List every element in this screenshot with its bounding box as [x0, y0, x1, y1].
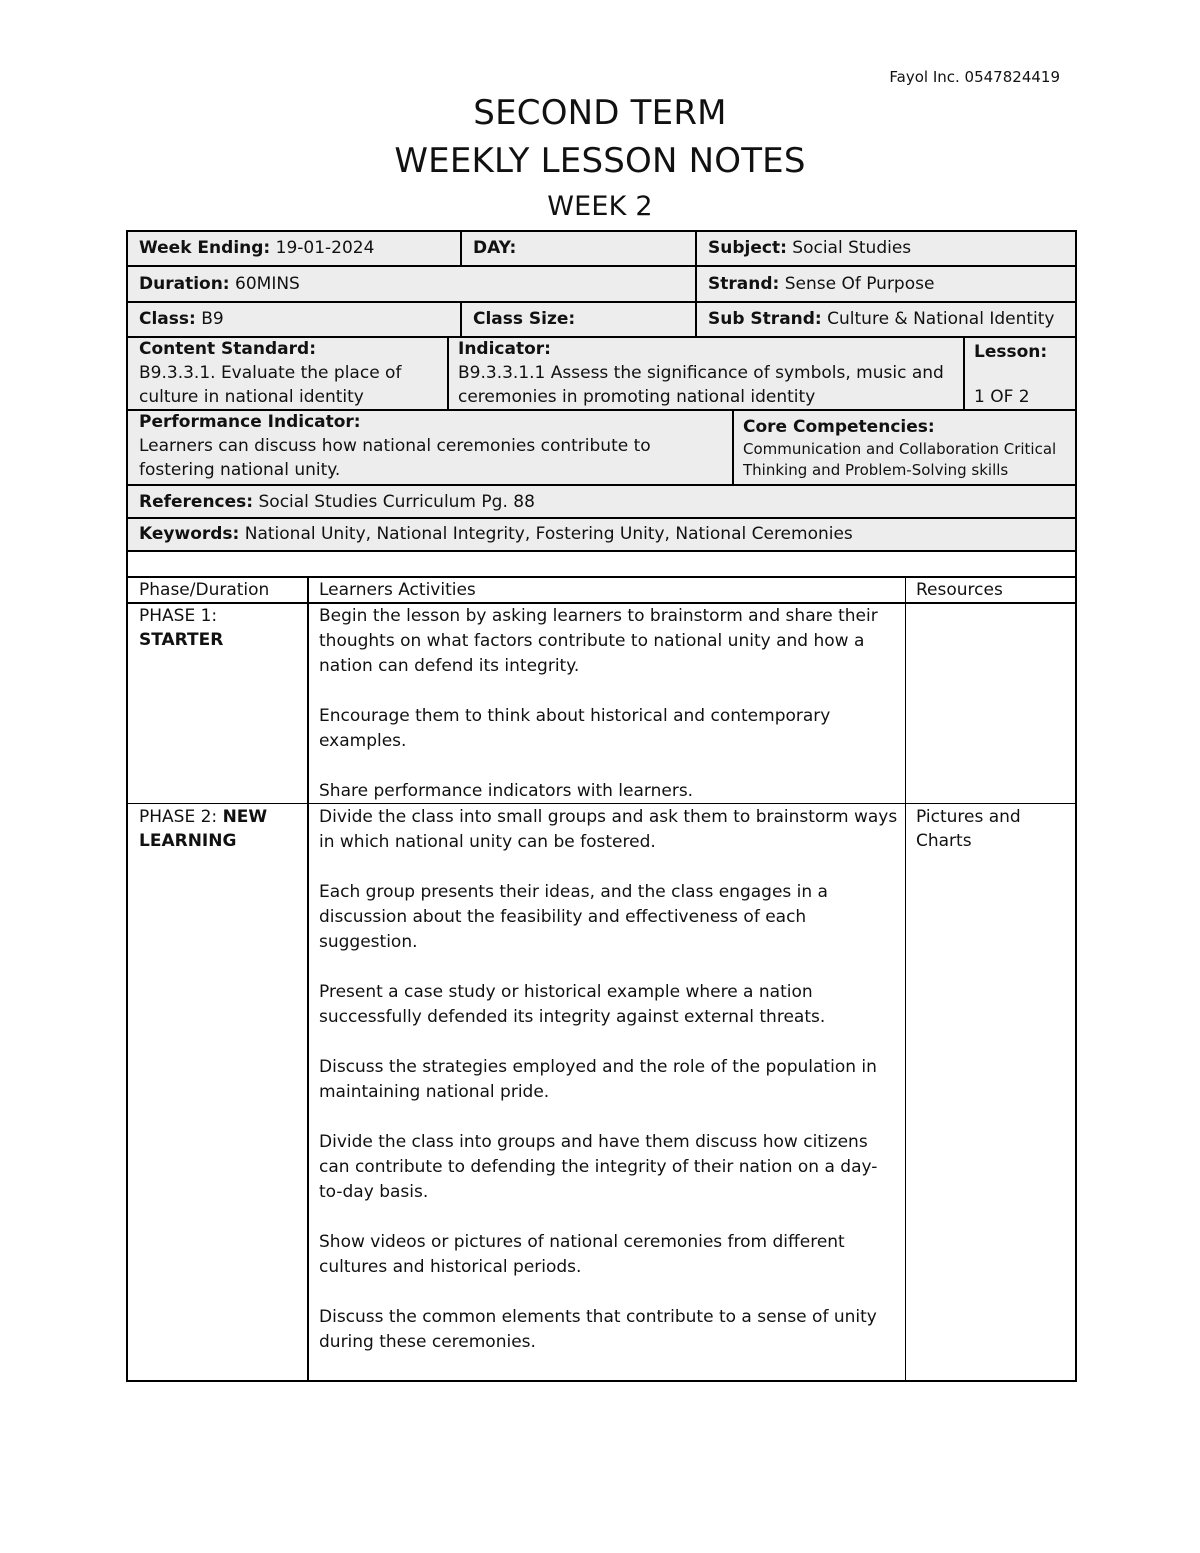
class-field [139, 307, 224, 331]
duration-field [139, 272, 300, 296]
phase-2-label: PHASE 2: [139, 807, 218, 827]
header-resources: Resources [916, 580, 1003, 600]
sub-strand-value: Culture & National Identity [827, 309, 1055, 329]
class-label: Class: [139, 309, 196, 329]
core-label: Core Competencies: [743, 417, 935, 437]
subject-field [708, 236, 911, 260]
class-size-field [473, 307, 575, 331]
term-title: SECOND TERM [473, 93, 727, 133]
lesson-info-table [126, 230, 1077, 578]
core-competencies-field [743, 415, 1068, 481]
indicator-value: B9.3.3.1.1 Assess the significance of symbols, music and ceremonies in promoting national identity [458, 363, 944, 407]
phase-1-cell [139, 604, 304, 652]
phase-1-activities [319, 604, 899, 829]
company-contact: Fayol Inc. 0547824419 [889, 68, 1060, 86]
week-ending-field [139, 236, 374, 260]
phase-2-resources: Pictures and Charts [916, 807, 1021, 851]
header-activities: Learners Activities [319, 580, 476, 600]
performance-indicator-field [139, 410, 724, 482]
activity-paragraph: Present a case study or historical example where a nation successfully defended its integrity against external threats. [319, 982, 826, 1027]
duration-label: Duration: [139, 274, 230, 294]
notes-title: WEEKLY LESSON NOTES [394, 141, 806, 181]
lesson-activities-table [126, 577, 1077, 1382]
core-value: Communication and Collaboration Critical Thinking and Problem-Solving skills [743, 440, 1057, 479]
activity-paragraph: Share performance indicators with learners. [319, 781, 694, 801]
references-label: References: [139, 492, 254, 512]
strand-label: Strand: [708, 274, 780, 294]
keywords-value: National Unity, National Integrity, Fostering Unity, National Ceremonies [244, 524, 853, 544]
performance-value: Learners can discuss how national ceremonies contribute to fostering national unity. [139, 436, 651, 480]
phase-1-label: PHASE 1: [139, 606, 218, 626]
references-field [139, 490, 535, 514]
header-phase: Phase/Duration [139, 580, 270, 600]
day-label: DAY: [473, 238, 517, 258]
strand-value: Sense Of Purpose [784, 274, 935, 294]
class-value: B9 [201, 309, 224, 329]
blank-row [128, 552, 1075, 576]
indicator-field [458, 337, 958, 409]
lesson-value: 1 OF 2 [974, 387, 1030, 407]
indicator-label: Indicator: [458, 339, 551, 359]
activity-paragraph: Divide the class into groups and have them discuss how citizens can contribute to defending the integrity of their nation on a day-to-day basis. [319, 1132, 878, 1202]
strand-field [708, 272, 934, 296]
activity-paragraph: Divide the class into small groups and ask them to brainstorm ways in which national unity can be fostered. [319, 807, 898, 852]
content-standard-label: Content Standard: [139, 339, 316, 359]
references-value: Social Studies Curriculum Pg. 88 [258, 492, 535, 512]
activity-paragraph: Discuss the common elements that contribute to a sense of unity during these ceremonies. [319, 1307, 877, 1352]
class-size-label: Class Size: [473, 309, 576, 329]
content-standard-value: B9.3.3.1. Evaluate the place of culture in national identity [139, 363, 402, 407]
content-standard-field [139, 337, 439, 409]
day-field [473, 236, 516, 260]
week-ending-value: 19-01-2024 [275, 238, 375, 258]
keywords-field [139, 522, 853, 546]
duration-value: 60MINS [235, 274, 300, 294]
phase-2-activities [319, 805, 899, 1380]
activity-paragraph: Discuss the strategies employed and the role of the population in maintaining national pride. [319, 1057, 877, 1102]
activity-paragraph: Show videos or pictures of national ceremonies from different cultures and historical periods. [319, 1232, 845, 1277]
activity-paragraph: Encourage them to think about historical and contemporary examples. [319, 706, 831, 751]
activity-paragraph: Each group presents their ideas, and the class engages in a discussion about the feasibility and effectiveness of each suggestion. [319, 882, 828, 952]
keywords-label: Keywords: [139, 524, 240, 544]
performance-label: Performance Indicator: [139, 412, 361, 432]
phase-2-name-b: LEARNING [139, 831, 237, 851]
sub-strand-field [708, 307, 1054, 331]
sub-strand-label: Sub Strand: [708, 309, 822, 329]
week-title: WEEK 2 [547, 191, 653, 222]
week-ending-label: Week Ending: [139, 238, 271, 258]
phase-2-cell [139, 805, 304, 853]
phase-2-name-a: NEW [222, 807, 268, 827]
lesson-number-field [974, 340, 1074, 409]
subject-value: Social Studies [792, 238, 912, 258]
subject-label: Subject: [708, 238, 787, 258]
phase-1-name: STARTER [139, 630, 224, 650]
activity-paragraph: Begin the lesson by asking learners to brainstorm and share their thoughts on what factors contribute to national unity and how a nation can defend its integrity. [319, 606, 878, 676]
lesson-label: Lesson: [974, 342, 1048, 362]
